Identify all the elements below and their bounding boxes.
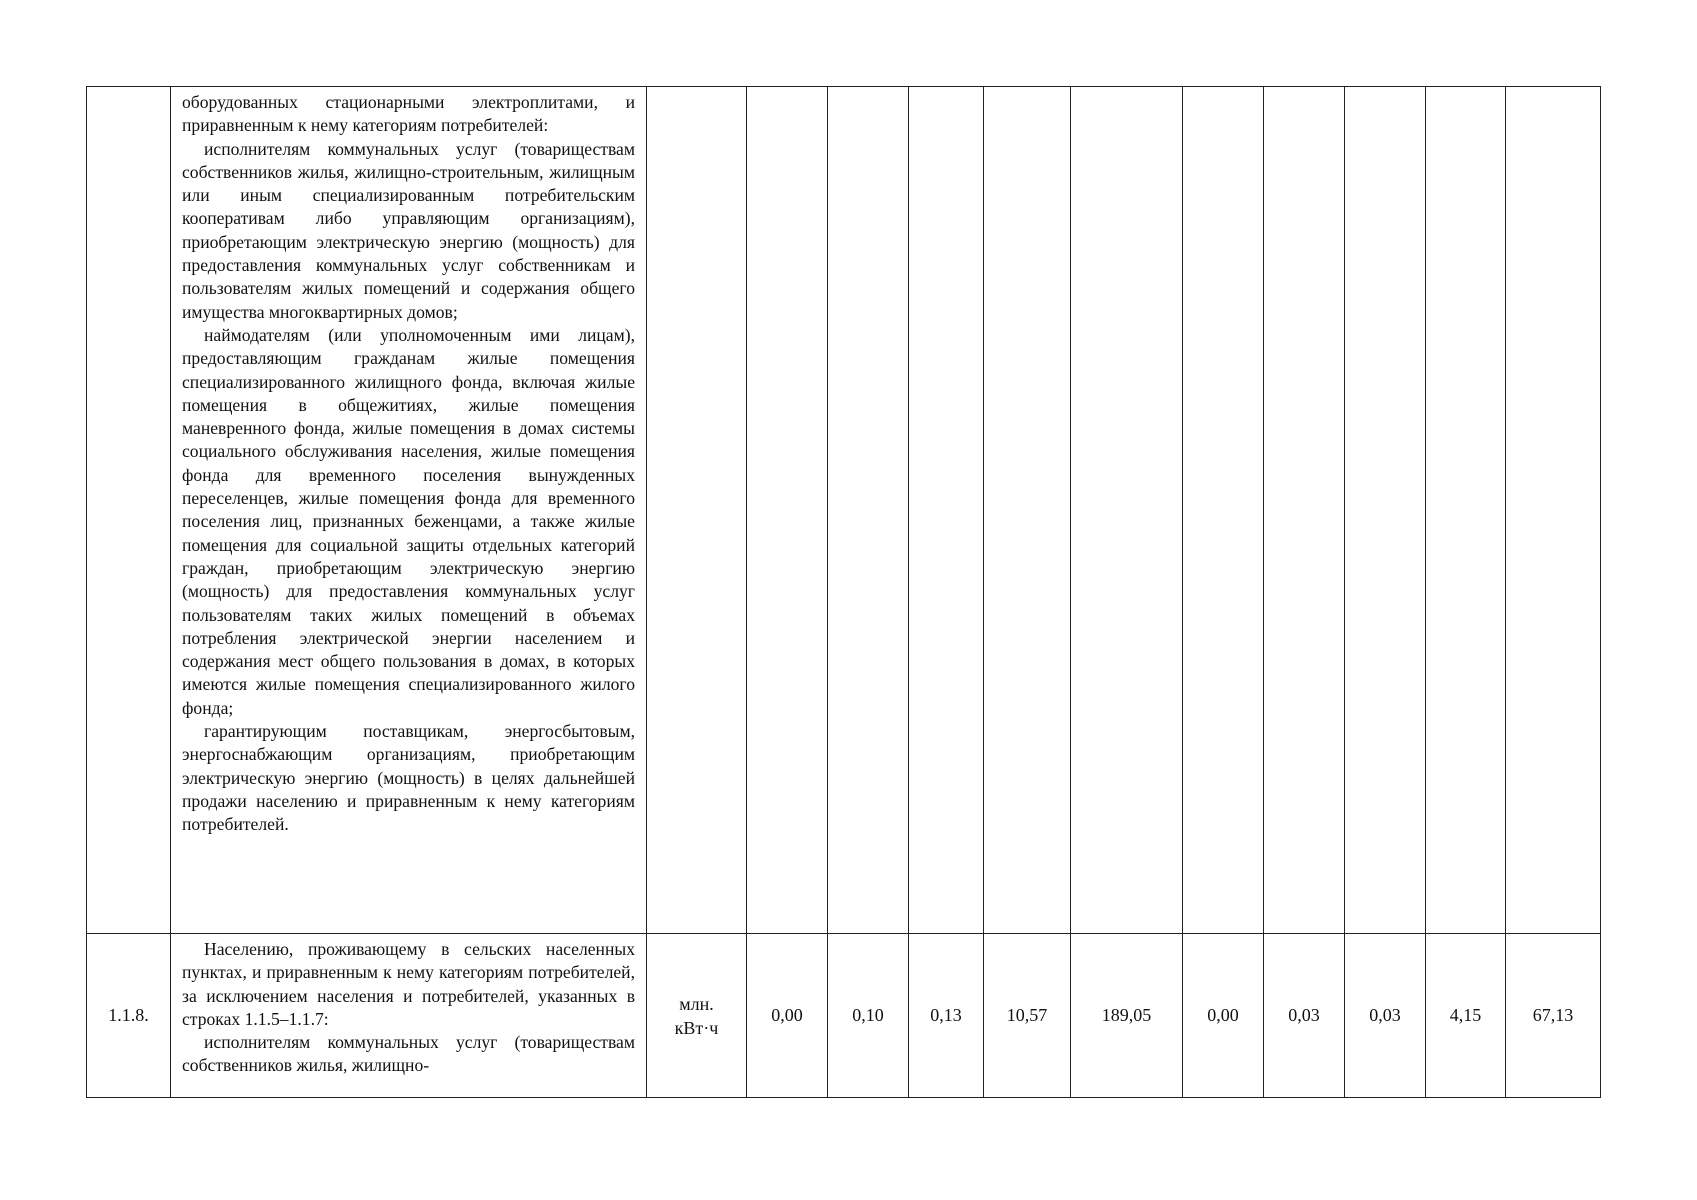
value-cell: 10,57 <box>984 934 1071 1098</box>
description-paragraph: исполнителям коммунальных услуг (товариществам собственников жилья, жилищно-строительным, жилищным или иным специализированным потребительским кооперативам либо управляющим организациям), приобретающим электрическую энергию (мощность) для предоставления коммунальных услуг собственникам и пользователям жилых помещений и содержания общего имущества многоквартирных домов; <box>182 138 635 322</box>
value-cell: 4,15 <box>1426 934 1506 1098</box>
value-cell <box>1345 87 1426 934</box>
row-number <box>87 87 171 934</box>
data-table <box>86 86 1601 1098</box>
value-cell: 0,00 <box>1183 934 1264 1098</box>
description-paragraph: оборудованных стационарными электроплитами, и приравненным к нему категориям потребителей: <box>182 92 635 136</box>
unit-cell <box>647 87 747 934</box>
value-cell <box>1426 87 1506 934</box>
value-cell <box>1264 87 1345 934</box>
value-cell <box>1183 87 1264 934</box>
value-cell <box>984 87 1071 934</box>
value-cell: 0,00 <box>747 934 828 1098</box>
unit-cell <box>647 934 747 1098</box>
description-paragraph: гарантирующим поставщикам, энергосбытовым, энергоснабжающим организациям, приобретающим электрическую энергию (мощность) в целях дальнейшей продажи населению и приравненным к нему категориям потребителей. <box>182 721 635 835</box>
row-description <box>171 934 647 1098</box>
value-cell <box>747 87 828 934</box>
value-cell: 0,03 <box>1345 934 1426 1098</box>
value-cell <box>1506 87 1601 934</box>
unit-line: кВт·ч <box>674 1017 719 1038</box>
unit-line: млн. <box>679 993 714 1014</box>
value-cell: 67,13 <box>1506 934 1601 1098</box>
value-cell: 0,13 <box>909 934 984 1098</box>
value-cell <box>828 87 909 934</box>
value-cell: 0,03 <box>1264 934 1345 1098</box>
value-cell <box>909 87 984 934</box>
row-description <box>171 87 647 934</box>
description-paragraph: исполнителям коммунальных услуг (товариществам собственников жилья, жилищно- <box>182 1032 635 1076</box>
value-cell <box>1071 87 1183 934</box>
description-paragraph: наймодателям (или уполномоченным ими лицам), предоставляющим гражданам жилые помещения специализированного жилищного фонда, включая жилые помещения в общежитиях, жилые помещения маневренного фонда, жилые помещения в домах системы социального обслуживания населения, жилые помещения фонда для временного поселения вынужденных переселенцев, жилые помещения фонда для временного поселения лиц, признанных беженцами, а также жилые помещения для социальной защиты отдельных категорий граждан, приобретающим электрическую энергию (мощность) для предоставления коммунальных услуг пользователям таких жилых помещений в объемах потребления электрической энергии населением и содержания мест общего пользования в домах, в которых имеются жилые помещения специализированного жилого фонда; <box>182 324 635 718</box>
value-cell: 189,05 <box>1071 934 1183 1098</box>
table-row <box>87 87 1601 934</box>
description-paragraph: Населению, проживающему в сельских населенных пунктах, и приравненным к нему категориям потребителей, за исключением населения и потребителей, указанных в строках 1.1.5–1.1.7: <box>182 939 635 1029</box>
table-row <box>87 934 1601 1098</box>
value-cell: 0,10 <box>828 934 909 1098</box>
row-number: 1.1.8. <box>87 934 171 1098</box>
